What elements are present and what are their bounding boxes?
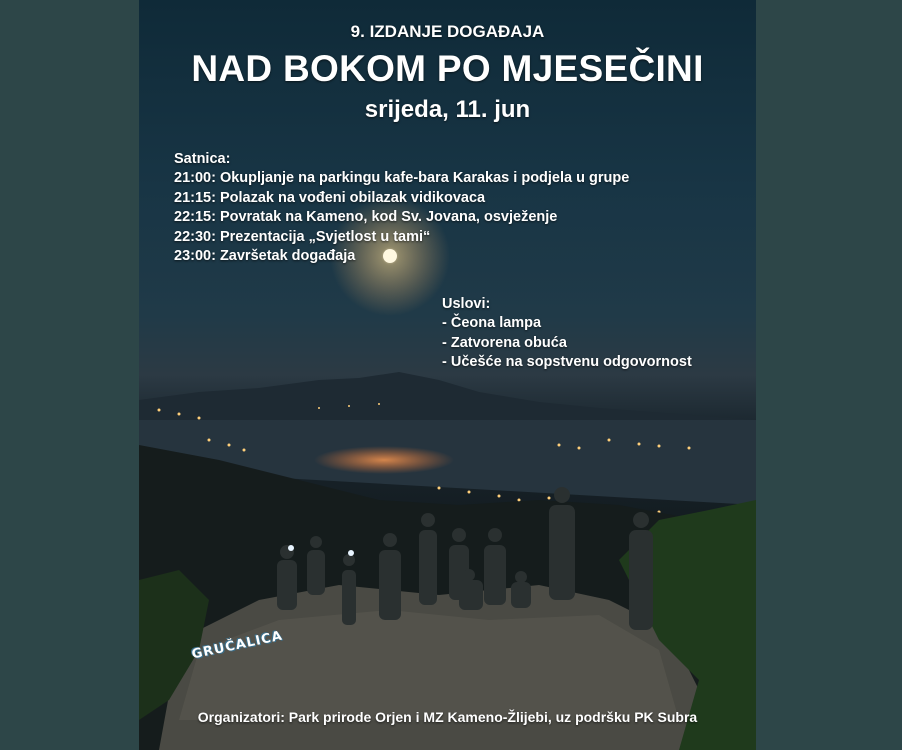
event-poster	[139, 0, 756, 750]
grucalica-logo: GRUČALICA	[190, 628, 285, 663]
conditions-section	[442, 295, 692, 373]
event-title: NAD BOKOM PO MJESEČINI	[191, 48, 704, 89]
moon-reflection	[314, 446, 454, 474]
conditions-heading: Uslovi:	[442, 296, 491, 312]
schedule-section	[174, 150, 629, 266]
schedule-item: 22:15: Povratak na Kameno, kod Sv. Jovana, osvježenje	[174, 209, 558, 226]
schedule-item: 22:30: Prezentacija „Svjetlost u tami“	[174, 228, 431, 245]
condition-item: - Čeona lampa	[442, 315, 542, 332]
schedule-item: 21:00: Okupljanje na parkingu kafe-bara Karakas i podjela u grupe	[174, 170, 630, 187]
edition-label: 9. IZDANJE DOGAĐAJA	[350, 22, 545, 41]
schedule-item: 21:15: Polazak na vođeni obilazak vidikovaca	[174, 189, 486, 206]
organizers-line: Organizatori: Park prirode Orjen i MZ Kameno-Žlijebi, uz podršku PK Subra	[197, 709, 698, 725]
condition-item: - Učešće na sopstvenu odgovornost	[442, 354, 692, 371]
condition-item: - Zatvorena obuća	[442, 334, 567, 351]
schedule-item: 23:00: Završetak događaja	[174, 248, 356, 265]
event-date: srijeda, 11. jun	[364, 96, 531, 123]
schedule-heading: Satnica:	[174, 151, 231, 167]
